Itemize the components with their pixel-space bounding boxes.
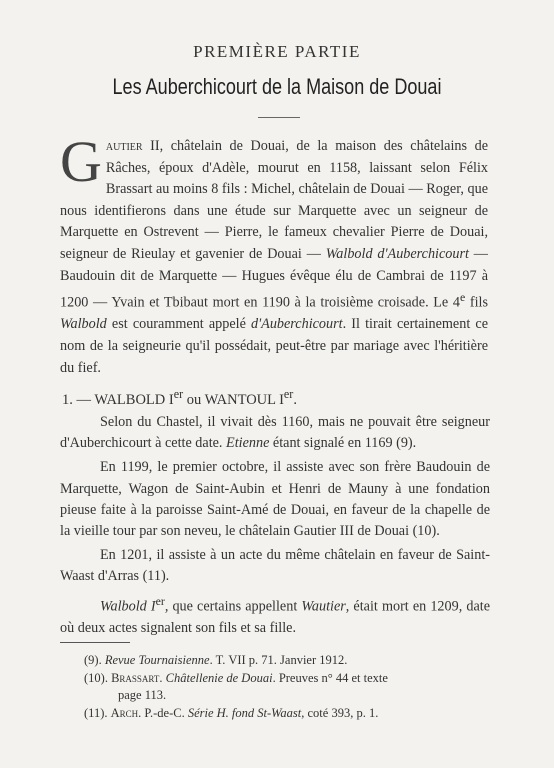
- p1-italic: Etienne: [226, 435, 270, 452]
- footnote-10-continued: page 113.: [118, 688, 167, 702]
- p1-text-a: Selon du Chastel, il vivait dès 1160, mais ne pouvait être seigneur d'Auberchicourt à cette date.: [60, 414, 490, 452]
- p4-italic-1: Walbold I: [100, 598, 156, 615]
- title-divider: [258, 117, 300, 118]
- section-sup-b: er: [283, 387, 294, 401]
- footnote-10: [84, 670, 484, 687]
- footnote-divider: [60, 642, 130, 643]
- fn11-italic: Série H. fond St-Waast: [187, 705, 302, 720]
- p4-sup: er: [155, 593, 165, 608]
- fn10-num: (10).: [84, 670, 112, 685]
- intro-italic-2: Walbold: [60, 316, 107, 333]
- paragraph-4: [60, 591, 490, 639]
- fn11-place: P.-de-C.: [141, 705, 188, 720]
- fn11-text: , coté 393, p. 1.: [301, 705, 379, 720]
- paragraph-2: En 1199, le premier octobre, il assiste avec son frère Baudouin de Marquette, Wagon de Saint-Aubin et Henri de Mauny à une fondation pieuse faite à la paroisse Saint-Amé de Douai, en faveur de la chapelle de la vieille tour par son neveu, le châtelain Gautier III de Douai (10).: [60, 459, 490, 540]
- fn11-num: (11).: [84, 705, 111, 720]
- fn9-text: . T. VII p. 71. Janvier 1912.: [209, 653, 348, 667]
- section-heading-b: ou WANTOUL I: [183, 391, 284, 408]
- p1-text-b: étant signalé en 1169 (9).: [269, 435, 417, 452]
- section-heading-a: 1. — WALBOLD I: [62, 391, 174, 408]
- part-heading: PREMIÈRE PARTIE: [193, 42, 361, 61]
- intro-text-3: fils: [465, 294, 488, 311]
- footnotes: [84, 652, 484, 722]
- fn11-archive: Arch.: [110, 705, 142, 720]
- intro-text-4: est couramment appelé: [106, 316, 252, 333]
- p4-text-a: , que certains appellent: [164, 598, 302, 615]
- p4-text-b: , était mort en 1209, date où deux actes signalent son fils et sa fille.: [60, 598, 490, 636]
- fn10-italic: Châtellenie de Douai: [165, 670, 273, 685]
- fn10-sep: .: [159, 670, 166, 685]
- p4-italic-2: Wautier: [301, 598, 346, 615]
- intro-text-5: . Il tirait certainement ce nom de la seigneurie qu'il possédait, peut-être par mariage avec l'héritière du fief.: [60, 316, 488, 376]
- fn10-author: Brassart: [111, 670, 160, 685]
- intro-italic-3: d'Auberchicourt: [251, 316, 343, 333]
- fn10-text: . Preuves n° 44 et texte: [272, 670, 388, 685]
- intro-lead: autier: [105, 138, 143, 154]
- intro-italic-1: Walbold d'Auberchicourt: [325, 245, 469, 262]
- paragraph-1: [60, 412, 490, 454]
- fn9-num: (9).: [84, 653, 105, 667]
- intro-text-2: — Baudouin dit de Marquette — Hugues évêque élu de Cambrai de 1197 à 1200 — Yvain et Tbibaut mort en 1190 à la troisième croisade. Le 4: [60, 245, 488, 311]
- footnote-9: [84, 652, 484, 669]
- section-heading: [62, 387, 492, 409]
- section-sup-a: er: [173, 387, 184, 401]
- chapter-title: Les Auberchicourt de la Maison de Douai: [112, 74, 442, 99]
- intro-text-1: II, châtelain de Douai, de la maison des châtelains de Râches, époux d'Adèle, mourut en 1158, laissant selon Félix Brassart au moins 8 fils : Michel, châtelain de Douai — Roger, que nous identifierons dans une étude sur Marquette avec un seigneur de Marquette en Ostrevent — Pierre, le fameux chevalier Pierre de Douai, seigneur de Rieulay et gavenier de Douai —: [60, 138, 488, 262]
- fn9-italic: Revue Tournaisienne: [104, 653, 210, 667]
- footnote-11: [84, 705, 484, 722]
- intro-paragraph: [60, 129, 488, 379]
- intro-sup: e: [459, 290, 466, 305]
- drop-cap: G: [60, 129, 102, 194]
- paragraph-3: En 1201, il assiste à un acte du même châtelain en faveur de Saint-Waast d'Arras (11).: [60, 547, 490, 585]
- section-heading-c: .: [293, 391, 297, 408]
- body-text: [60, 412, 490, 642]
